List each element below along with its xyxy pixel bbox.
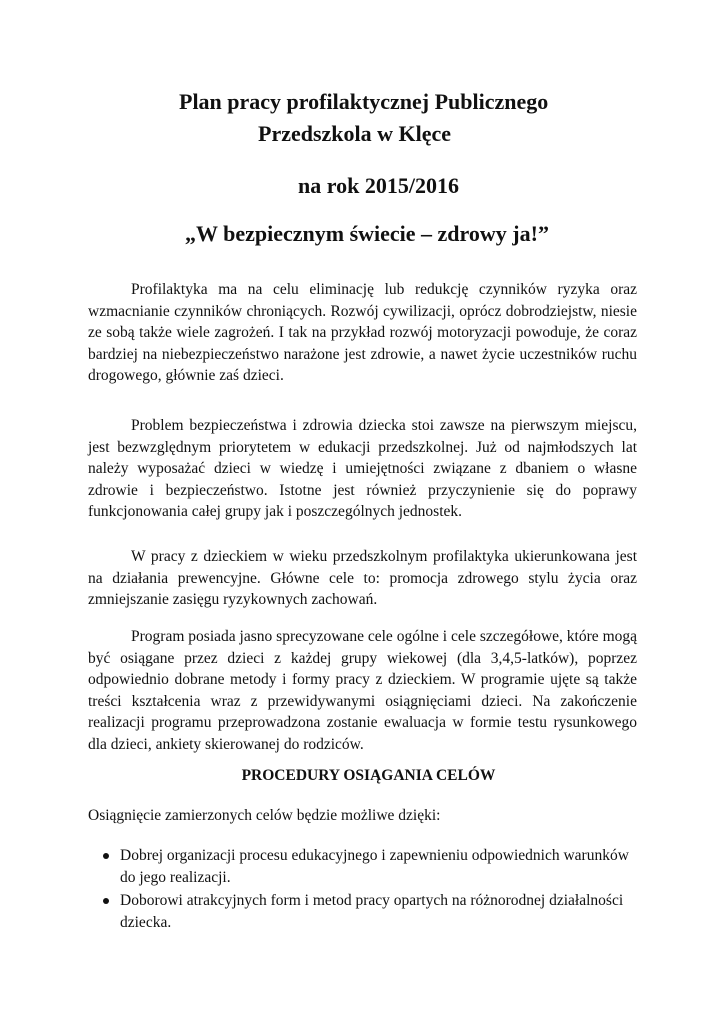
bullet-icon	[103, 898, 109, 904]
list-item	[88, 890, 648, 933]
list-item-text: Dobrej organizacji procesu edukacyjnego i zapewnieniu odpowiednich warunków do jego realizacji.	[120, 847, 629, 886]
title-line-2: Przedszkola w Klęce	[258, 121, 452, 146]
paragraph-2: Problem bezpieczeństwa i zdrowia dziecka stoi zawsze na pierwszym miejscu, jest bezwzględnym priorytetem w edukacji przedszkolnej. Już od najmłodszych lat należy wyposażać dzieci w wiedzę i umiejętności związane z dbaniem o własne zdrowie i bezpieczeństwo. Istotne jest również przyczynienie się do poprawy funkcjonowania całej grupy jak i poszczególnych jednostek.	[88, 417, 637, 521]
section-heading: PROCEDURY OSIĄGANIA CELÓW	[241, 767, 496, 784]
title-year: na rok 2015/2016	[298, 173, 459, 198]
paragraph-3: W pracy z dzieckiem w wieku przedszkolnym profilaktyka ukierunkowana jest na działania prewencyjne. Główne cele to: promocja zdrowego stylu życia oraz zmniejszanie zasięgu ryzykownych zachowań.	[88, 548, 637, 609]
title-line-1: Plan pracy profilaktycznej Publicznego	[179, 89, 549, 114]
bullet-list	[88, 845, 648, 935]
section-intro: Osiągnięcie zamierzonych celów będzie możliwe dzięki:	[88, 807, 441, 824]
list-item-text: Doborowi atrakcyjnych form i metod pracy opartych na różnorodnej działalności dziecka.	[120, 892, 624, 931]
bullet-icon	[103, 853, 109, 859]
paragraph-4: Program posiada jasno sprecyzowane cele ogólne i cele szczegółowe, które mogą być osiągane przez dzieci z każdej grupy wiekowej (dla 3,4,5-latków), poprzez odpowiednio dobrane metody i formy pracy z dzieckiem. W programie ujęte są także treści kształcenia wraz z przewidywanymi osiągnięciami dzieci. Na zakończenie realizacji programu przeprowadzona zostanie ewaluacja w formie testu rysunkowego dla dzieci, ankiety skierowanej do rodziców.	[88, 628, 637, 753]
list-item	[88, 845, 648, 888]
motto: „W bezpiecznym świecie – zdrowy ja!”	[185, 221, 549, 246]
paragraph-1: Profilaktyka ma na celu eliminację lub redukcję czynników ryzyka oraz wzmacnianie czynników chroniących. Rozwój cywilizacji, oprócz dobrodziejstw, niesie ze sobą także wiele zagrożeń. I tak na przykład rozwój motoryzacji powoduje, że coraz bardziej na niebezpieczeństwo narażone jest zdrowie, a nawet życie uczestników ruchu drogowego, głównie zaś dzieci.	[88, 281, 637, 385]
